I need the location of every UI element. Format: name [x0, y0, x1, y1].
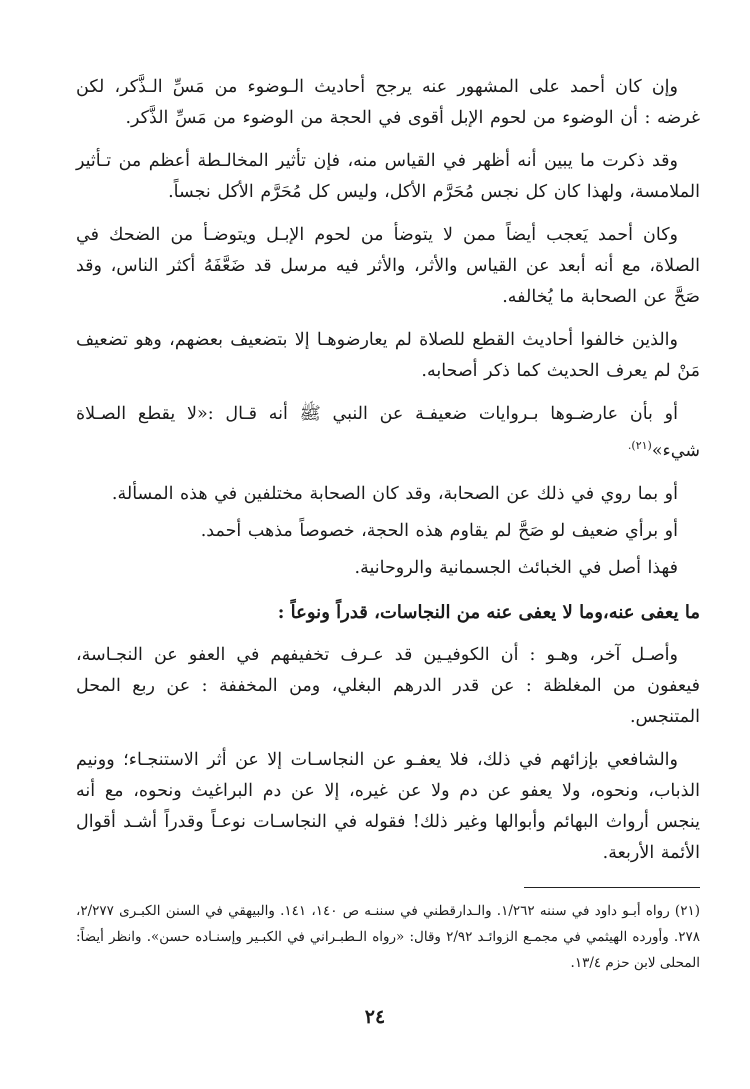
paragraph-6: وأصـل آخر، وهـو : أن الكوفيـين قد عـرف تخفيفهم في العفو عن النجـاسة، فيعفون من المغلظة : عن قدر الدرهم البغلي، ومن المخففة : عن ربع المحل المتنجس.: [76, 644, 700, 727]
footnote-ref: (٢١).: [627, 439, 652, 452]
paragraph-indented-2: أو برأي ضعيف لو صَحَّ لم يقاوم هذه الحجة، خصوصاً مذهب أحمد.: [200, 520, 678, 541]
footnotes: [76, 898, 700, 976]
paragraph-4: والذين خالفوا أحاديث القطع للصلاة لم يعارضوهـا إلا بتضعيف بعضهم، وهو تضعيف مَنْ لم يعرف الحديث كما ذكر أصحابه.: [76, 330, 700, 381]
paragraph-3: وكان أحمد يَعجب أيضاً ممن لا يتوضأ من لحوم الإبـل ويتوضـأ من الضحك في الصلاة، مع أنه أبعد عن القياس والأثر، والأثر فيه مرسل قد ضَعَّفَهُ أكثر الناس، وقد صَحَّ عن الصحابة ما يُخالفه.: [76, 225, 700, 307]
main-text: [76, 72, 700, 881]
footnote-divider: [524, 887, 700, 888]
paragraph-indented-3: فهذا أصل في الخبائث الجسمانية والروحانية.: [354, 557, 678, 578]
footnote-21: (٢١) رواه أبـو داود في سننه ١/٢٦٢. والـدارقطني في سننـه ص ١٤٠، ١٤١. والبيهقي في السنن الكبـرى ٢/٢٧٧، ٢٧٨. وأورده الهيثمي في مجمـع الزوائـد ٢/٩٢ وقال: «رواه الـطبـراني في الكبـير وإسنـاده حسن». وانظر أيضاً: المحلى لابن حزم ١٣/٤.: [76, 903, 700, 971]
paragraph-5-text: أو بأن عارضـوها بـروايات ضعيفـة عن النبي ﷺ أنه قـال :«لا يقطع الصـلاة شيء»: [76, 404, 700, 461]
paragraph-indented-1: أو بما روي في ذلك عن الصحابة، وقد كان الصحابة مختلفين في هذه المسألة.: [111, 483, 678, 504]
paragraph-5: [76, 399, 700, 467]
paragraph-1: وإن كان أحمد على المشهور عنه يرجح أحاديث الـوضوء من مَسِّ الـذَّكر، لكن غرضه : أن الوضوء من لحوم الإبل أقوى في الحجة من الوضوء من مَسِّ الذَّكر.: [76, 77, 700, 128]
section-heading: ما يعفى عنه،وما لا يعفى عنه من النجاسات، قدراً ونوعاً :: [277, 601, 700, 623]
paragraph-7: والشافعي بإزائهم في ذلك، فلا يعفـو عن النجاسـات إلا عن أثر الاستنجـاء؛ وونيم الذباب، ونحوه، ولا يعفو عن دم ولا عن غيره، إلا عن دم البراغيث ونحوه، مع أنه ينجس أرواث البهائم وأبوالها وغير ذلك! فقوله في النجاسـات نوعـاً وقدراً أشـد أقوال الأئمة الأربعة.: [76, 749, 700, 863]
paragraph-2: وقد ذكرت ما يبين أنه أظهر في القياس منه، فإن تأثير المخالـطة أعظم من تـأثير الملامسة، ولهذا كان كل نجس مُحَرَّم الأكل، وليس كل مُحَرَّم الأكل نجساً.: [76, 151, 700, 202]
page-number: ٢٤: [364, 1006, 386, 1028]
